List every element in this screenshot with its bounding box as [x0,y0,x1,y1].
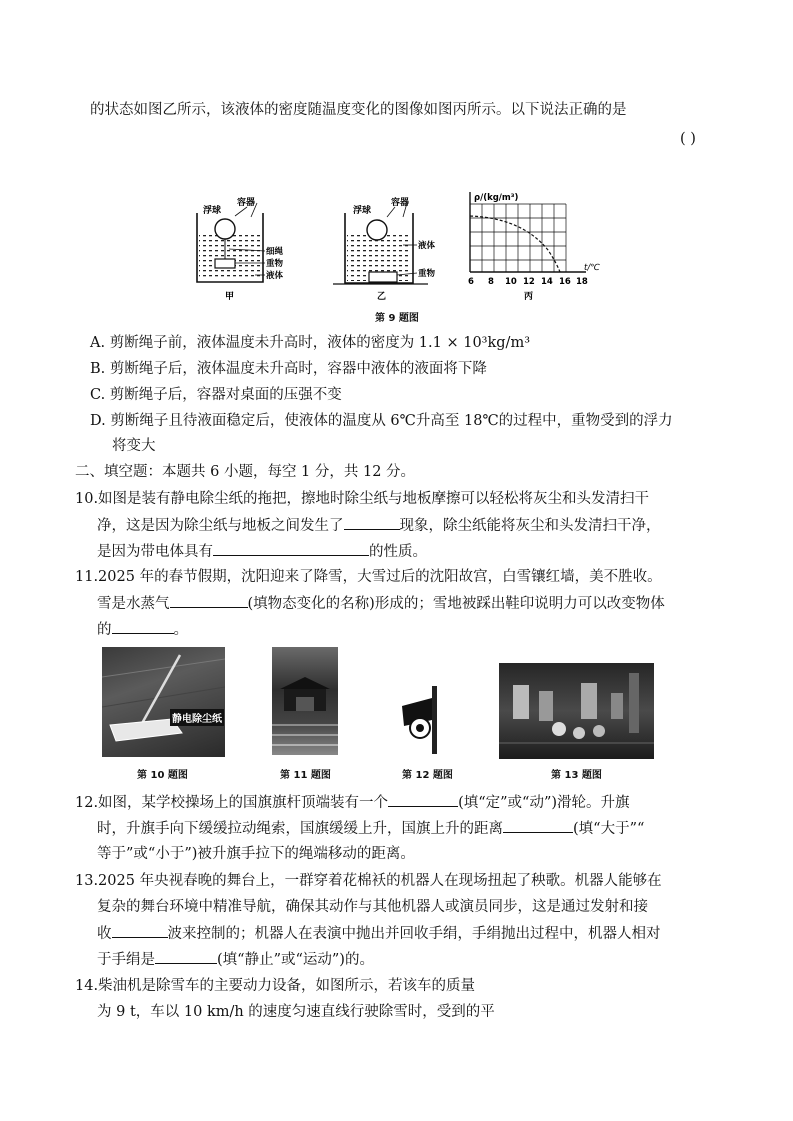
q13-line4 [97,949,374,970]
q13-text: (填“静止”或“运动”)的。 [217,952,374,968]
answer-blank[interactable] [155,949,217,964]
q12-text: 12.如图，某学校操场上的国旗旗杆顶端装有一个 [75,795,389,811]
q10-line1: 10.如图是装有静电除尘纸的拖把，擦地时除尘纸与地板摩擦可以轻松将灰尘和头发清扫干 [75,491,650,507]
caption-bing: 丙 [524,292,534,302]
answer-blank[interactable] [213,541,369,556]
section-heading: 二、填空题：本题共 6 小题，每空 1 分，共 12 分。 [75,464,416,480]
tick-label: 8 [488,277,494,287]
q14-line1: 14.柴油机是除雪车的主要动力设备，如图所示，若该车的质量 [75,978,476,994]
photo-robots [499,663,654,759]
option-c: C. 剪断绳子后，容器对桌面的压强不变 [90,387,342,403]
figure-9-jia [185,195,295,305]
photo-mop-label: 静电除尘纸 [170,709,224,726]
q10-text: 净，这是因为除尘纸与地板之间发生了 [97,518,344,534]
q13-line1: 13.2025 年央视春晚的舞台上，一群穿着花棉袄的机器人在现场扭起了秧歌。机器人能够在 [75,873,662,889]
q13-text: 波来控制的；机器人在表演中抛出并回收手绢，手绢抛出过程中，机器人相对 [167,926,661,942]
figure-9-bing-graph [462,190,612,305]
q13-text: 收 [97,926,112,942]
float-ball [215,219,235,239]
answer-blank[interactable] [344,515,400,530]
answer-bracket: ( ) [680,131,696,147]
q11-text: 。 [173,622,188,638]
option-d-line2: 将变大 [112,438,156,454]
caption-13: 第 13 题图 [551,770,602,781]
q10-line3 [97,541,427,562]
container-label: 容器 [391,198,410,208]
caption-jia: 甲 [225,292,235,302]
caption-10: 第 10 题图 [137,770,188,781]
q14-line2: 为 9 t，车以 10 km/h 的速度匀速直线行驶除雪时，受到的平 [97,1004,495,1020]
graph-xlabel: t/℃ [584,263,600,273]
q12-line2 [97,818,644,839]
container-label: 容器 [237,198,256,208]
q13-text: 于手绢是 [97,952,155,968]
figure-9-caption: 第 9 题图 [375,313,419,324]
tick-label: 6 [468,277,474,287]
tick-label: 16 [559,277,571,287]
answer-blank[interactable] [388,792,458,807]
answer-blank[interactable] [170,593,248,608]
q13-line2: 复杂的舞台环境中精准导航，确保其动作与其他机器人或演员同步，这是通过发射和接 [97,899,648,915]
photo-palace [272,647,338,755]
answer-blank[interactable] [503,818,573,833]
intro-line: 的状态如图乙所示，该液体的密度随温度变化的图像如图丙所示。以下说法正确的是 [90,102,627,118]
q11-line2 [97,593,665,614]
tick-label: 14 [541,277,553,287]
q10-text: 的性质。 [369,544,427,560]
tick-label: 12 [523,277,535,287]
answer-blank[interactable] [112,619,174,634]
graph-grid [470,204,566,272]
palace-roof [280,677,330,689]
q12-text: 时，升旗手向下缓缓拉动绳索，国旗缓缓上升，国旗上升的距离 [97,821,503,837]
weight-block [215,259,235,268]
weight-label: 重物 [418,269,436,279]
tick-label: 10 [505,277,517,287]
q13-line3 [97,923,661,944]
q10-text: 现象，除尘纸能将灰尘和头发清扫干净， [399,518,661,534]
q12-line1 [75,792,630,813]
flagpole [432,686,437,754]
option-d-line1: D. 剪断绳子且待液面稳定后，使液体的温度从 6℃升高至 18℃的过程中，重物受到的浮力 [90,413,673,429]
q11-text: 雪是水蒸气 [97,596,170,612]
tick-label: 18 [576,277,588,287]
float-label: 浮球 [203,206,222,216]
weight-block [369,272,397,282]
liquid-area [199,232,261,280]
q11-line3 [97,619,188,640]
option-b: B. 剪断绳子后，液体温度未升高时，容器中液体的液面将下降 [90,361,487,377]
caption-12: 第 12 题图 [402,770,453,781]
liquid-label: 液体 [418,241,436,251]
q11-text: 的 [97,622,112,638]
weight-label: 重物 [266,259,284,269]
float-ball [367,220,387,240]
option-a: A. 剪断绳子前，液体温度未升高时，液体的密度为 1.1 × 10³kg/m³ [90,335,531,351]
figure-9-yi [333,195,453,305]
string-label: 细绳 [266,247,284,257]
q12-text: (填“大于”“ [573,821,645,837]
graph-ylabel: ρ/(kg/m³) [474,193,519,203]
density-curve [470,216,560,272]
liquid-label: 液体 [266,271,284,281]
float-label: 浮球 [353,206,372,216]
photo-pulley [398,684,454,754]
q10-line2 [97,515,661,536]
q11-line1: 11.2025 年的春节假期，沈阳迎来了降雪，大雪过后的沈阳故宫，白雪镶红墙，美不胜收。 [75,569,662,585]
q11-text: (填物态变化的名称)形成的；雪地被踩出鞋印说明力可以改变物体 [247,596,665,612]
q12-text: (填“定”或“动”)滑轮。升旗 [458,795,630,811]
caption-yi: 乙 [377,292,387,302]
caption-11: 第 11 题图 [280,770,331,781]
q10-text: 是因为带电体具有 [97,544,213,560]
answer-blank[interactable] [112,923,168,938]
q12-line3: 等于”或“小于”)被升旗手拉下的绳端移动的距离。 [97,846,415,862]
photo-mop [102,647,225,757]
